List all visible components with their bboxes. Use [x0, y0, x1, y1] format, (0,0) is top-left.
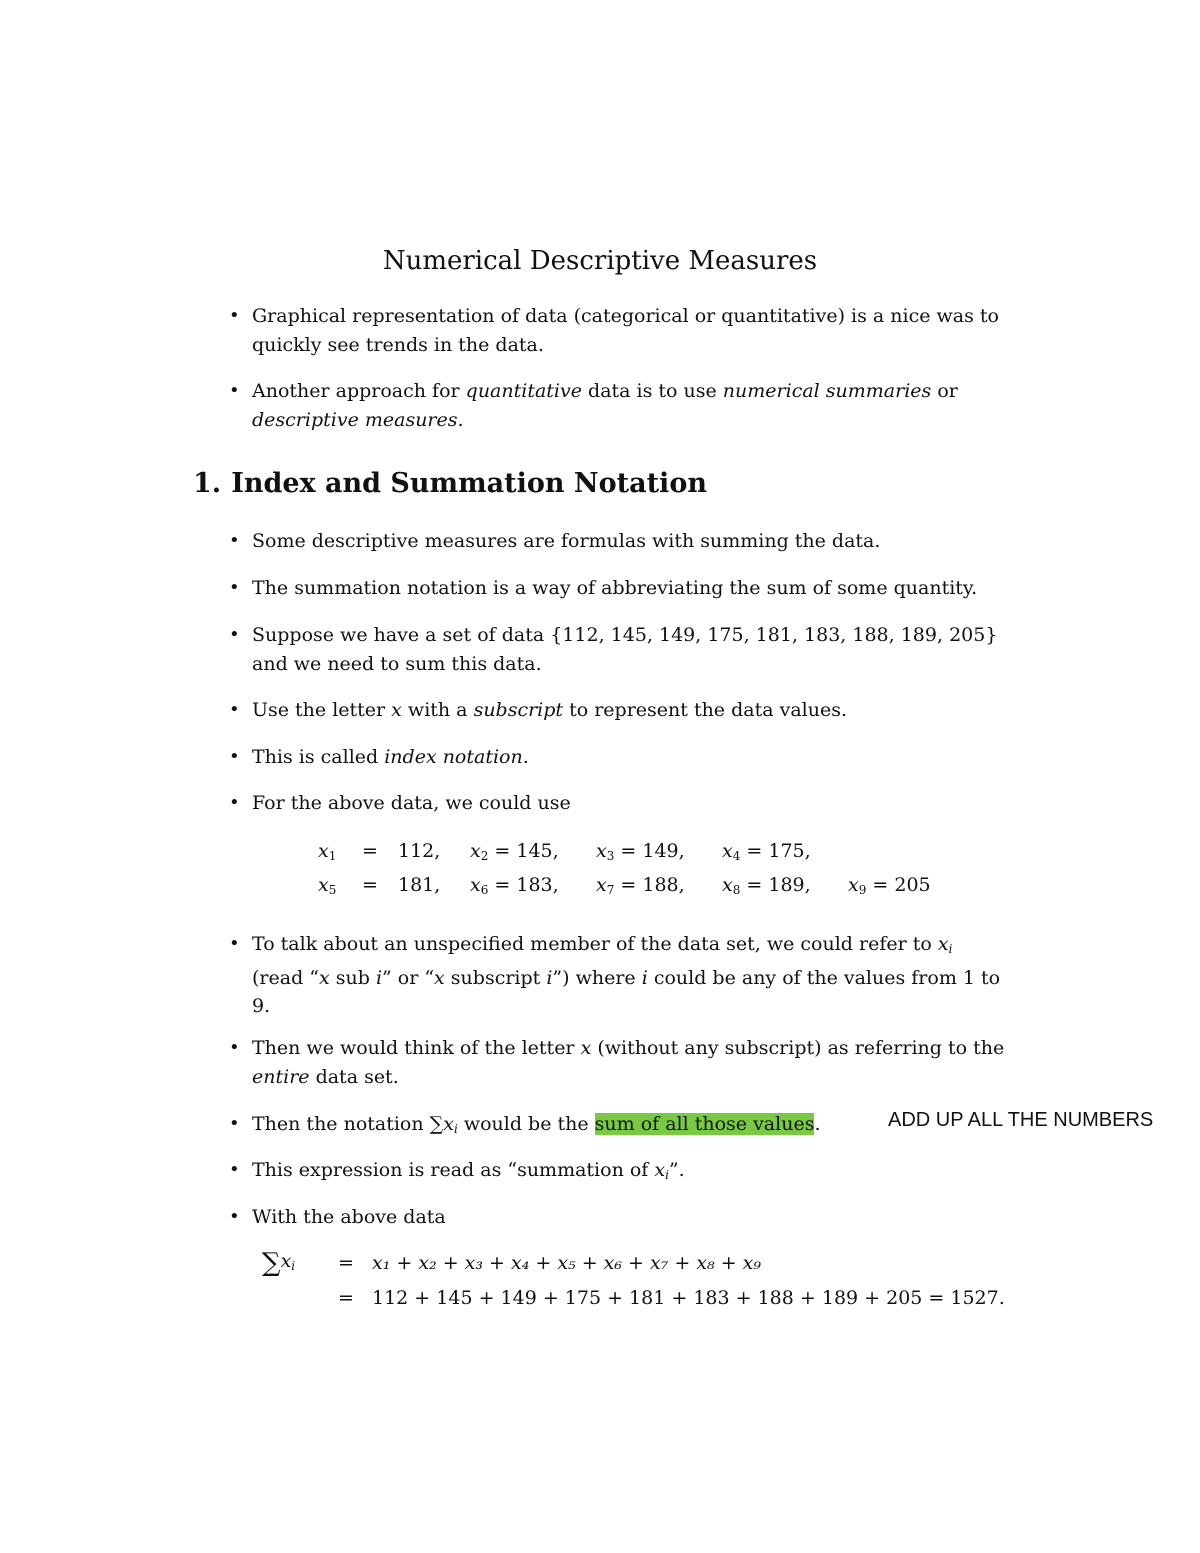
bullet-text: • Graphical representation of data (categorical or quantitative) is a nice was to quickly see trends in the data. [252, 305, 999, 356]
summation-symbol: ∑ [429, 1113, 444, 1135]
page-title: Numerical Descriptive Measures [382, 246, 818, 276]
section-heading: 1. Index and Summation Notation [193, 468, 707, 499]
list-item: • This is called index notation. [229, 743, 1009, 772]
list-item: • Suppose we have a set of data {112, 145, 149, 175, 181, 183, 188, 189, 205} and we need to sum this data. [229, 621, 1009, 678]
document-page: Numerical Descriptive Measures • Graphical representation of data (categorical or quantitative) is a nice was to quickly see trends in the data. • Another approach for quantitative data is to use numerical summaries or descriptive measures. 1. Index and Summation Notation • Some descriptive measures are formulas with summing the data. • The summation notation is a way of abbreviating the sum of some quantity. • Suppose we have a set of data {112, 145, 149, 175, 181, 183, 188, 189, 205} and we need to sum this data. • Use the letter x with a subscript to represent the data values. • This is called index notation. • For the above data, we could use $x_1$ = 112, $x_2 = 145$, $x_3 = 149$, $x_4 = 175$, $x_5$ = 181, $x_6 = 183$, $x_7 = 188$, $x_8 = 189$, $x_9 = 205$ • To talk about an unspecified member of the data set, we could refer to $x_i$ (read “x sub i” or “x subscript i”) where i could be any of the values from 1 to 9. • Then we would think of the letter x (without any subscript) as referring to the entire data set. • Then the notation $\sum x_i$ would be the sum of all those values. ADD UP ALL THE NUMBERS • This expression is read as “summation of $x_i$”. • With the above data $\sum x_i$ = x₁ + x₂ + x₃ + x₄ + x₅ + x₆ + x₇ + x₈ + x₉ = 112 + 145 + 149 + 175 + 181 + 183 + 188 + 189 + 205 = 1527. [0, 0, 1200, 1553]
list-item: • With the above data [229, 1203, 1009, 1232]
list-item: • For the above data, we could use [229, 789, 1009, 818]
list-item [229, 302, 1009, 359]
highlighted-text: sum of all those values [594, 1113, 815, 1135]
list-item: • The summation notation is a way of abbreviating the sum of some quantity. [229, 574, 1009, 603]
list-item: • Then the notation $\sum x_i$ would be the sum of all those values. [229, 1110, 869, 1144]
handwritten-annotation: ADD UP ALL THE NUMBERS [888, 1109, 1154, 1131]
list-item: • To talk about an unspecified member of the data set, we could refer to $x_i$ (read “x sub i” or “x subscript i”) where i could be any of the values from 1 to 9. [229, 930, 1009, 1021]
list-item: • This expression is read as “summation of $x_i$”. [229, 1156, 1009, 1190]
list-item: • Use the letter x with a subscript to represent the data values. [229, 696, 1009, 725]
list-item: • Some descriptive measures are formulas with summing the data. [229, 527, 1009, 556]
list-item: • Then we would think of the letter x (without any subscript) as referring to the entire data set. [229, 1034, 1009, 1091]
list-item [229, 377, 1009, 434]
bullet-text: • Another approach for quantitative data is to use numerical summaries or descriptive measures. [252, 380, 958, 431]
